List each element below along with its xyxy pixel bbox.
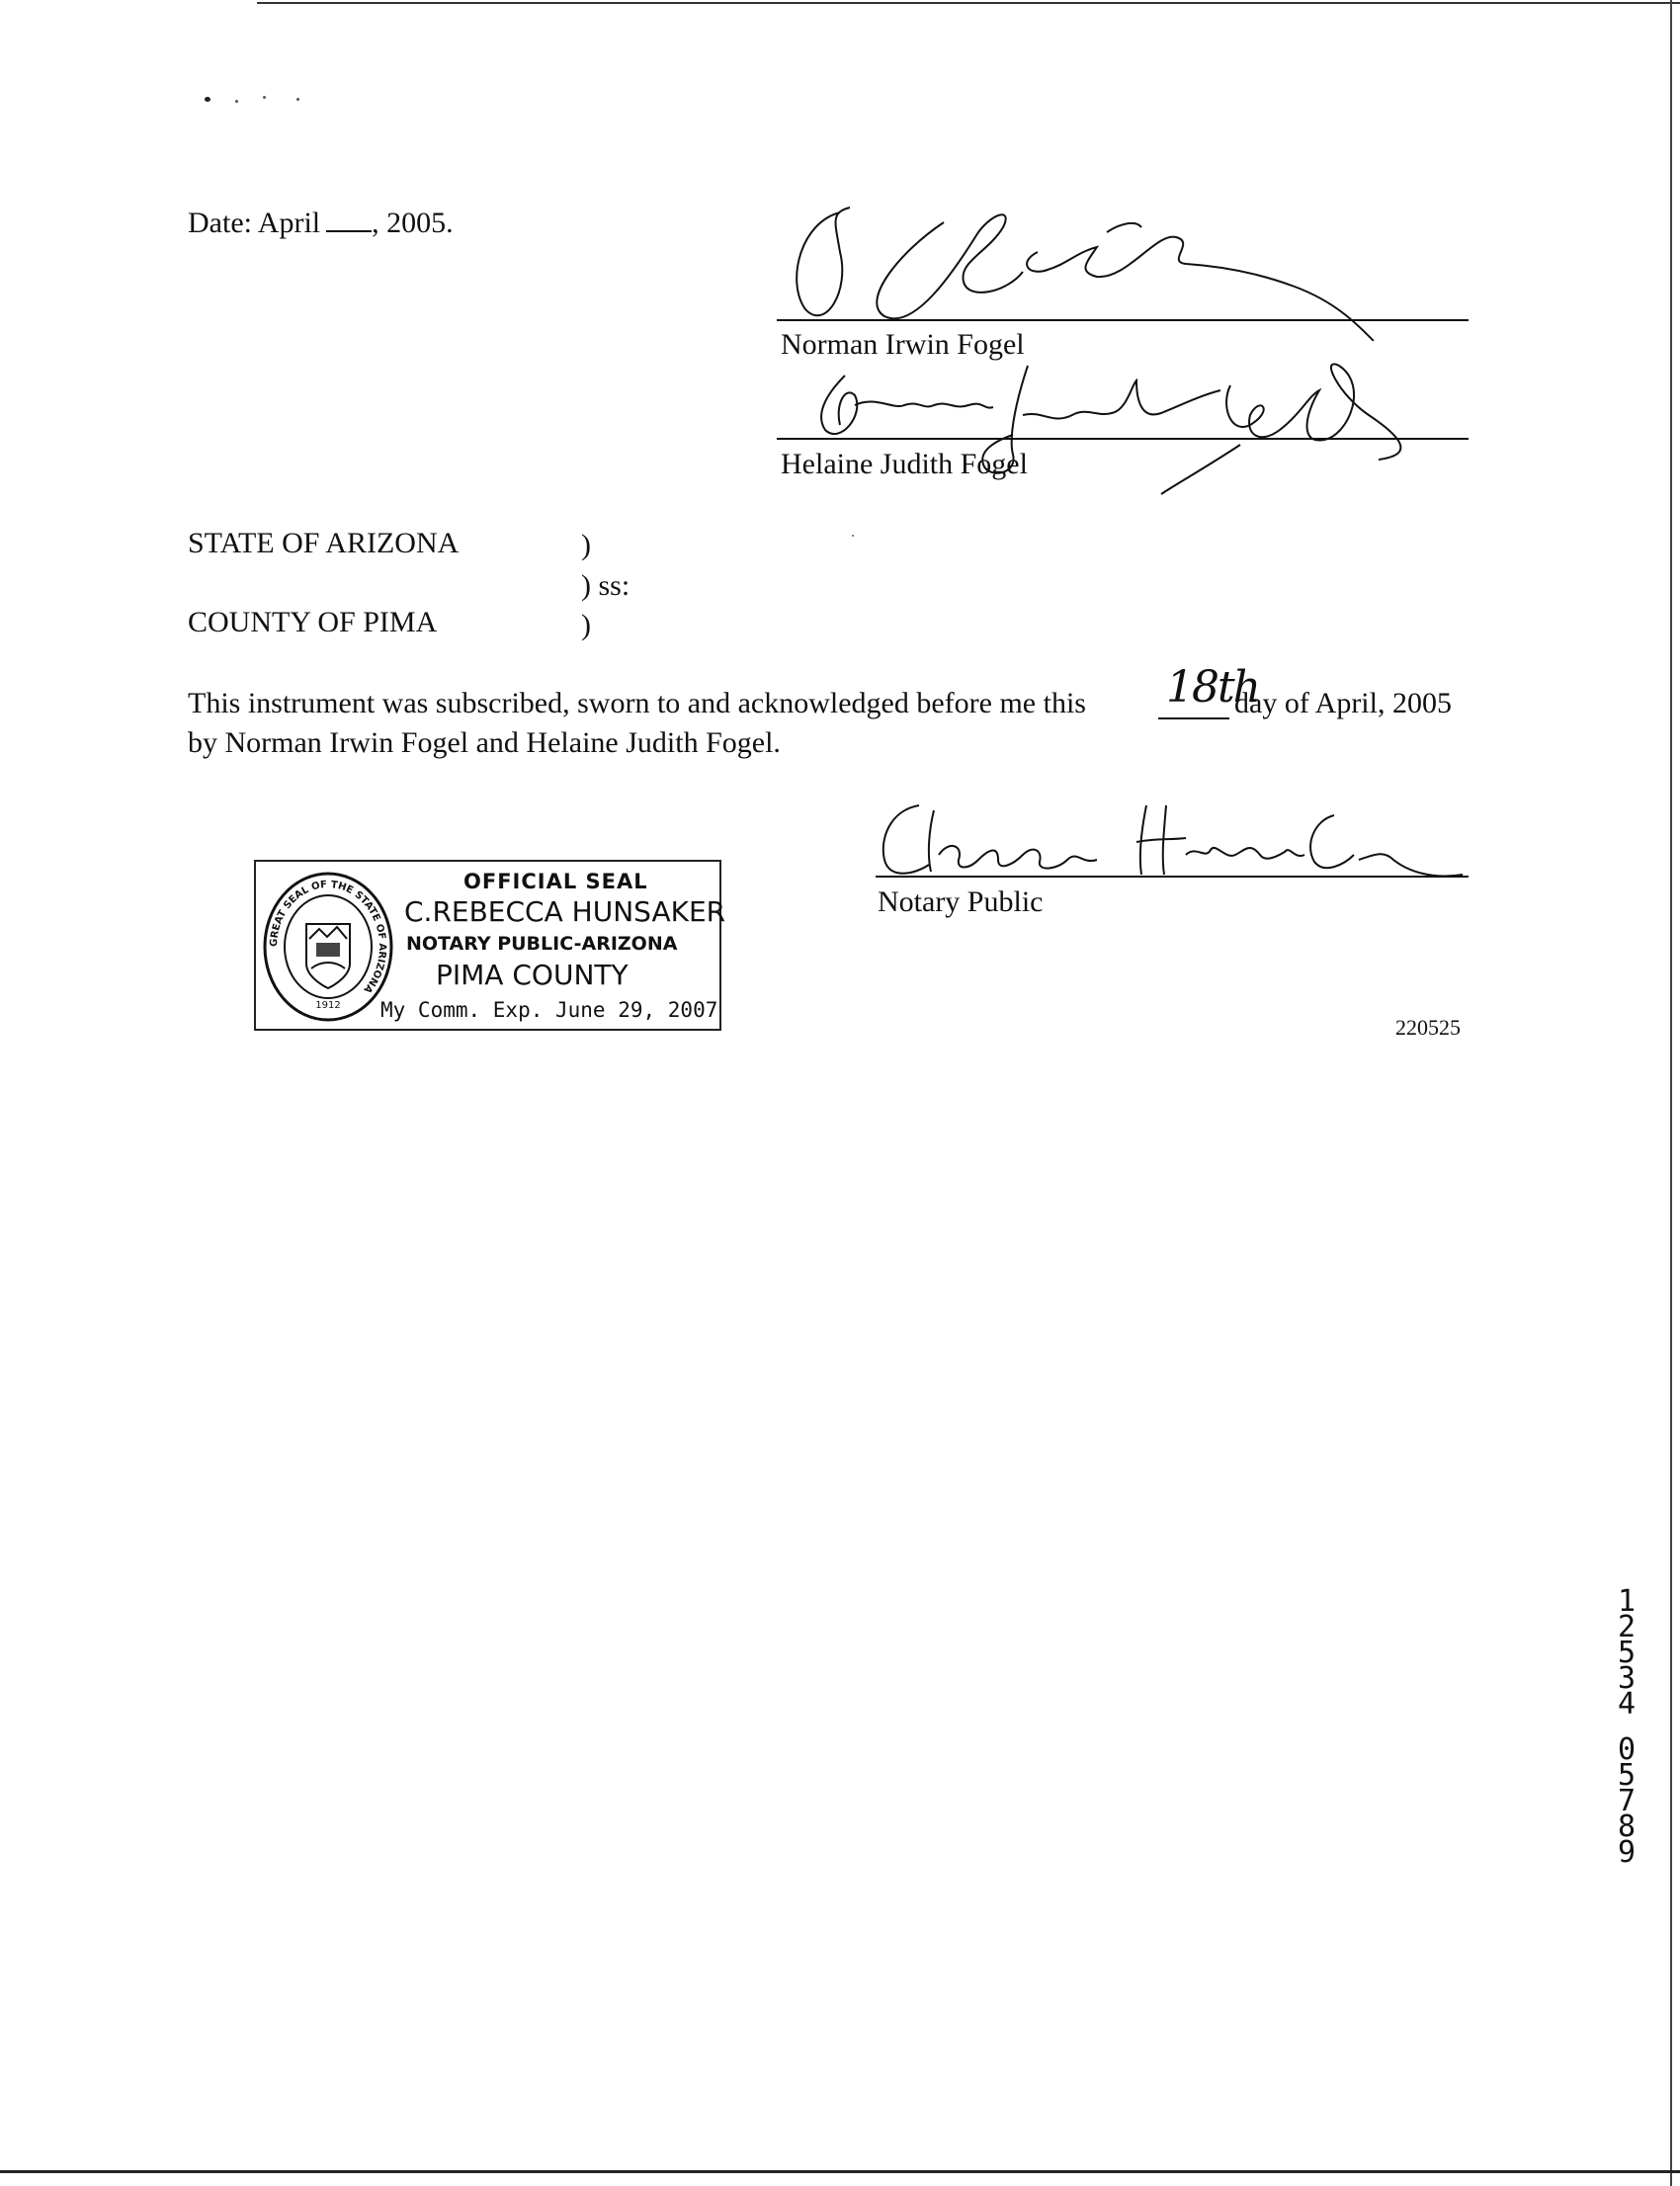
signature-line-notary [876,876,1469,878]
scan-speck [205,97,210,102]
scan-bottom-edge [0,2170,1680,2173]
ack-line2: by Norman Irwin Fogel and Helaine Judith Fogel. [188,726,781,759]
side-digit: 9 [1617,1835,1637,1870]
scan-speck [296,98,299,101]
side-reference-number [1607,1584,1646,1870]
date-prefix: Date: April [188,207,321,239]
signer-name-norman: Norman Irwin Fogel [781,328,1025,361]
scan-speck [852,535,854,537]
seal-county: PIMA COUNTY [436,959,629,991]
venue-state-paren: ) [581,529,591,561]
side-digit: 5 [1617,1758,1637,1793]
side-digit: 7 [1617,1784,1637,1818]
seal-ring-text: GREAT SEAL OF THE STATE OF ARIZONA [268,879,388,995]
venue-county: COUNTY OF PIMA [188,606,438,638]
date-line [188,209,454,238]
side-digit: 3 [1617,1661,1637,1696]
seal-notary-name: C.REBECCA HUNSAKER [404,895,726,928]
scan-top-edge [257,2,1680,4]
side-digit: 5 [1617,1636,1637,1670]
ack-line1-after: day of April, 2005 [1234,687,1452,719]
signature-helaine [786,356,1418,504]
ack-day-blank [1158,717,1229,719]
seal-commission: My Comm. Exp. June 29, 2007 [380,998,718,1022]
arizona-state-seal-emblem [262,870,394,1024]
signature-line-helaine [777,438,1469,440]
signer-name-helaine: Helaine Judith Fogel [781,448,1028,480]
ack-line1-before: This instrument was subscribed, sworn to and acknowledged before me this [188,687,1086,719]
document-number: 220525 [1395,1015,1461,1040]
scan-right-edge [1670,0,1672,2186]
side-digit: 2 [1617,1610,1637,1644]
venue-ss: ) ss: [581,569,630,602]
date-suffix: , 2005. [372,207,454,239]
notary-label: Notary Public [878,885,1044,918]
date-blank [326,230,372,232]
signature-line-norman [777,319,1469,321]
scan-speck [235,100,238,103]
side-digit: 0 [1617,1732,1637,1767]
seal-role: NOTARY PUBLIC-ARIZONA [406,933,678,955]
seal-title: OFFICIAL SEAL [463,870,648,893]
handwritten-day-text: 18th [1166,662,1260,713]
scan-speck [263,96,266,99]
side-digit: 8 [1617,1809,1637,1844]
venue-state: STATE OF ARIZONA [188,527,460,559]
seal-year: 1912 [315,1000,341,1011]
venue-county-paren: ) [581,609,591,641]
side-digit: 1 [1617,1584,1637,1619]
notary-seal-stamp [254,860,726,1031]
side-digit: 4 [1617,1687,1637,1722]
